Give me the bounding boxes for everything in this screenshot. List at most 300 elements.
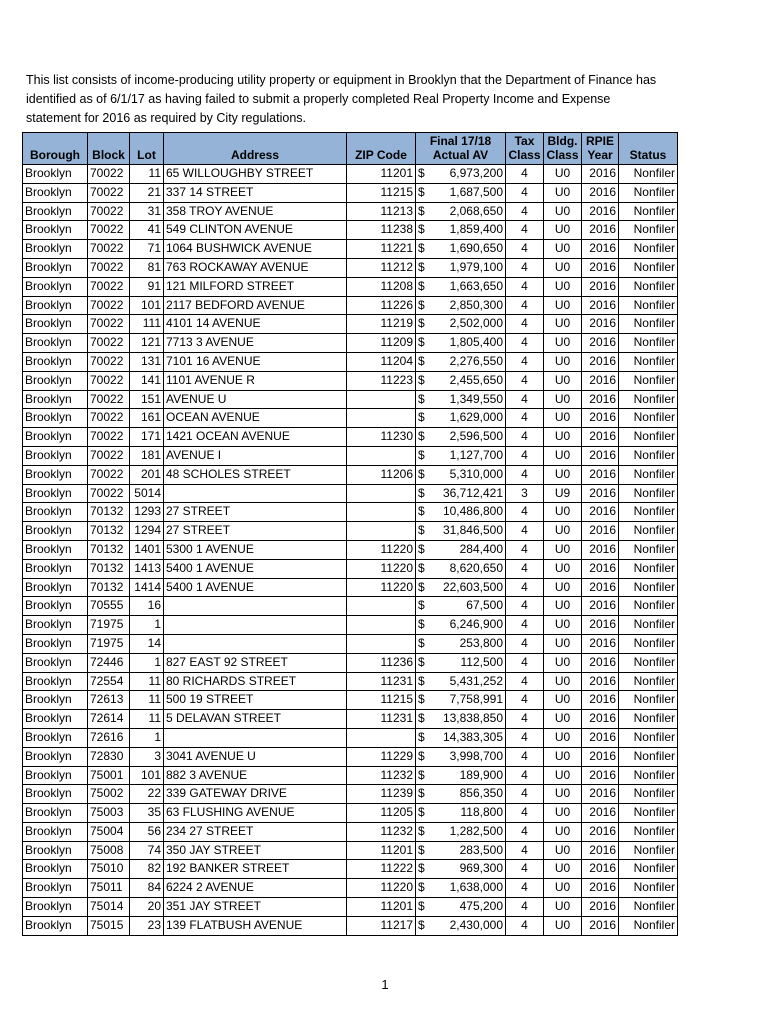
table-row — [23, 484, 678, 503]
cell-borough: Brooklyn — [23, 240, 88, 259]
cell-tax-class: 4 — [506, 296, 544, 315]
cell-lot: 101 — [130, 296, 164, 315]
cell-zip — [347, 484, 416, 503]
cell-actual-av — [416, 841, 506, 860]
cell-lot: 1293 — [130, 503, 164, 522]
cell-actual-av — [416, 522, 506, 541]
cell-bldg-class: U0 — [544, 898, 582, 917]
av-amount: 1,687,500 — [449, 184, 503, 199]
cell-zip: 11223 — [347, 371, 416, 390]
page-number: 1 — [381, 977, 389, 992]
av-amount: 3,998,700 — [449, 748, 503, 763]
cell-bldg-class: U0 — [544, 503, 582, 522]
cell-block: 75014 — [88, 898, 130, 917]
table-row — [23, 691, 678, 710]
cell-block: 75003 — [88, 804, 130, 823]
cell-zip: 11238 — [347, 221, 416, 240]
currency-sign: $ — [418, 541, 425, 556]
table-row — [23, 634, 678, 653]
cell-rpie-year: 2016 — [582, 334, 619, 353]
cell-block: 75008 — [88, 841, 130, 860]
cell-address: 350 JAY STREET — [164, 841, 347, 860]
cell-borough: Brooklyn — [23, 578, 88, 597]
cell-actual-av — [416, 747, 506, 766]
cell-rpie-year: 2016 — [582, 710, 619, 729]
cell-borough: Brooklyn — [23, 785, 88, 804]
cell-lot: 81 — [130, 258, 164, 277]
table-row — [23, 672, 678, 691]
cell-block: 72616 — [88, 728, 130, 747]
cell-block: 75011 — [88, 879, 130, 898]
av-amount: 22,603,500 — [442, 579, 503, 594]
cell-status: Nonfiler — [619, 804, 678, 823]
cell-status: Nonfiler — [619, 710, 678, 729]
cell-bldg-class: U0 — [544, 785, 582, 804]
cell-lot: 131 — [130, 352, 164, 371]
cell-tax-class: 4 — [506, 390, 544, 409]
cell-zip: 11230 — [347, 428, 416, 447]
cell-bldg-class: U0 — [544, 240, 582, 259]
cell-zip — [347, 409, 416, 428]
cell-bldg-class: U0 — [544, 766, 582, 785]
cell-lot: 41 — [130, 221, 164, 240]
cell-tax-class: 4 — [506, 221, 544, 240]
cell-bldg-class: U0 — [544, 540, 582, 559]
cell-actual-av — [416, 653, 506, 672]
cell-actual-av — [416, 334, 506, 353]
cell-rpie-year: 2016 — [582, 315, 619, 334]
cell-zip: 11215 — [347, 691, 416, 710]
currency-sign: $ — [418, 485, 425, 500]
av-amount: 31,846,500 — [442, 523, 503, 538]
currency-sign: $ — [418, 259, 425, 274]
cell-status: Nonfiler — [619, 277, 678, 296]
cell-block: 70022 — [88, 315, 130, 334]
cell-rpie-year: 2016 — [582, 804, 619, 823]
cell-tax-class: 4 — [506, 446, 544, 465]
cell-lot: 1414 — [130, 578, 164, 597]
header-tax-class-line2: Class — [508, 147, 541, 162]
cell-address: 500 19 STREET — [164, 691, 347, 710]
cell-address: 339 GATEWAY DRIVE — [164, 785, 347, 804]
cell-zip — [347, 522, 416, 541]
av-amount: 1,805,400 — [449, 335, 503, 350]
cell-tax-class: 4 — [506, 352, 544, 371]
cell-zip: 11231 — [347, 672, 416, 691]
cell-rpie-year: 2016 — [582, 446, 619, 465]
currency-sign: $ — [418, 410, 425, 425]
cell-rpie-year: 2016 — [582, 898, 619, 917]
av-amount: 1,629,000 — [449, 410, 503, 425]
cell-address: 1421 OCEAN AVENUE — [164, 428, 347, 447]
cell-status: Nonfiler — [619, 879, 678, 898]
cell-status: Nonfiler — [619, 691, 678, 710]
cell-zip: 11206 — [347, 465, 416, 484]
cell-zip: 11236 — [347, 653, 416, 672]
cell-bldg-class: U0 — [544, 409, 582, 428]
cell-rpie-year: 2016 — [582, 785, 619, 804]
cell-zip: 11220 — [347, 540, 416, 559]
cell-zip: 11201 — [347, 898, 416, 917]
cell-bldg-class: U0 — [544, 728, 582, 747]
cell-status: Nonfiler — [619, 296, 678, 315]
cell-lot: 71 — [130, 240, 164, 259]
cell-borough: Brooklyn — [23, 202, 88, 221]
cell-tax-class: 4 — [506, 597, 544, 616]
cell-rpie-year: 2016 — [582, 860, 619, 879]
cell-actual-av — [416, 352, 506, 371]
cell-borough: Brooklyn — [23, 559, 88, 578]
cell-tax-class: 4 — [506, 428, 544, 447]
cell-borough: Brooklyn — [23, 446, 88, 465]
av-amount: 856,350 — [459, 786, 503, 801]
cell-tax-class: 4 — [506, 371, 544, 390]
cell-address: 1064 BUSHWICK AVENUE — [164, 240, 347, 259]
cell-lot: 82 — [130, 860, 164, 879]
cell-borough: Brooklyn — [23, 315, 88, 334]
cell-actual-av — [416, 296, 506, 315]
cell-tax-class: 4 — [506, 616, 544, 635]
cell-address — [164, 597, 347, 616]
cell-status: Nonfiler — [619, 653, 678, 672]
av-amount: 284,400 — [459, 541, 503, 556]
cell-block: 70022 — [88, 352, 130, 371]
cell-actual-av — [416, 540, 506, 559]
currency-sign: $ — [418, 861, 425, 876]
cell-borough: Brooklyn — [23, 672, 88, 691]
cell-zip: 11212 — [347, 258, 416, 277]
table-row — [23, 258, 678, 277]
av-amount: 5,431,252 — [449, 673, 503, 688]
cell-status: Nonfiler — [619, 428, 678, 447]
cell-tax-class: 4 — [506, 766, 544, 785]
cell-zip: 11231 — [347, 710, 416, 729]
cell-address: 6224 2 AVENUE — [164, 879, 347, 898]
cell-status: Nonfiler — [619, 484, 678, 503]
cell-lot: 201 — [130, 465, 164, 484]
table-row — [23, 315, 678, 334]
cell-rpie-year: 2016 — [582, 503, 619, 522]
table-row — [23, 409, 678, 428]
cell-borough: Brooklyn — [23, 258, 88, 277]
table-row — [23, 277, 678, 296]
cell-rpie-year: 2016 — [582, 653, 619, 672]
cell-zip: 11204 — [347, 352, 416, 371]
cell-rpie-year: 2016 — [582, 578, 619, 597]
cell-address: 549 CLINTON AVENUE — [164, 221, 347, 240]
header-rpie-year — [582, 133, 619, 165]
av-amount: 2,455,650 — [449, 372, 503, 387]
cell-actual-av — [416, 559, 506, 578]
cell-lot: 21 — [130, 183, 164, 202]
cell-actual-av — [416, 371, 506, 390]
currency-sign: $ — [418, 353, 425, 368]
cell-address: 5400 1 AVENUE — [164, 578, 347, 597]
cell-tax-class: 4 — [506, 804, 544, 823]
cell-bldg-class: U0 — [544, 747, 582, 766]
header-actual-av-line1: Final 17/18 — [429, 134, 492, 148]
currency-sign: $ — [418, 786, 425, 801]
cell-borough: Brooklyn — [23, 822, 88, 841]
cell-tax-class: 4 — [506, 465, 544, 484]
cell-tax-class: 4 — [506, 672, 544, 691]
currency-sign: $ — [418, 654, 425, 669]
cell-status: Nonfiler — [619, 540, 678, 559]
currency-sign: $ — [418, 297, 425, 312]
cell-borough: Brooklyn — [23, 916, 88, 935]
av-amount: 969,300 — [459, 861, 503, 876]
cell-bldg-class: U9 — [544, 484, 582, 503]
cell-actual-av — [416, 916, 506, 935]
cell-lot: 1 — [130, 728, 164, 747]
cell-lot: 74 — [130, 841, 164, 860]
av-amount: 36,712,421 — [442, 485, 503, 500]
currency-sign: $ — [418, 729, 425, 744]
cell-bldg-class: U0 — [544, 522, 582, 541]
av-amount: 112,500 — [460, 654, 503, 669]
cell-lot: 3 — [130, 747, 164, 766]
cell-status: Nonfiler — [619, 747, 678, 766]
cell-actual-av — [416, 465, 506, 484]
cell-borough: Brooklyn — [23, 841, 88, 860]
intro-paragraph: This list consists of income-producing utility property or equipment in Brooklyn that the Department of Finance has identified as of 6/1/17 as having failed to submit a properly completed Real Property Income and Expense statement for 2016 as required by City regulations. — [26, 73, 657, 125]
av-amount: 1,638,000 — [449, 880, 503, 895]
cell-block: 70022 — [88, 183, 130, 202]
av-amount: 1,859,400 — [449, 222, 503, 237]
cell-status: Nonfiler — [619, 522, 678, 541]
cell-block: 70022 — [88, 240, 130, 259]
cell-address — [164, 616, 347, 635]
cell-zip: 11217 — [347, 916, 416, 935]
cell-lot: 111 — [130, 315, 164, 334]
cell-actual-av — [416, 879, 506, 898]
cell-bldg-class: U0 — [544, 860, 582, 879]
cell-status: Nonfiler — [619, 221, 678, 240]
cell-bldg-class: U0 — [544, 371, 582, 390]
cell-status: Nonfiler — [619, 465, 678, 484]
cell-rpie-year: 2016 — [582, 277, 619, 296]
cell-actual-av — [416, 409, 506, 428]
cell-rpie-year: 2016 — [582, 540, 619, 559]
table-row — [23, 747, 678, 766]
cell-borough: Brooklyn — [23, 296, 88, 315]
cell-zip: 11205 — [347, 804, 416, 823]
cell-zip: 11201 — [347, 841, 416, 860]
currency-sign: $ — [418, 767, 425, 782]
cell-borough: Brooklyn — [23, 183, 88, 202]
cell-rpie-year: 2016 — [582, 559, 619, 578]
cell-borough: Brooklyn — [23, 540, 88, 559]
cell-bldg-class: U0 — [544, 672, 582, 691]
cell-lot: 11 — [130, 691, 164, 710]
cell-actual-av — [416, 822, 506, 841]
av-amount: 1,127,700 — [449, 447, 503, 462]
cell-borough: Brooklyn — [23, 334, 88, 353]
av-amount: 6,973,200 — [449, 166, 503, 180]
cell-zip — [347, 503, 416, 522]
cell-bldg-class: U0 — [544, 465, 582, 484]
cell-zip: 11213 — [347, 202, 416, 221]
header-borough: Borough — [23, 133, 88, 165]
cell-borough: Brooklyn — [23, 860, 88, 879]
cell-tax-class: 3 — [506, 484, 544, 503]
cell-bldg-class: U0 — [544, 691, 582, 710]
cell-block: 70022 — [88, 428, 130, 447]
cell-rpie-year: 2016 — [582, 672, 619, 691]
cell-block: 70022 — [88, 390, 130, 409]
cell-status: Nonfiler — [619, 390, 678, 409]
cell-actual-av — [416, 728, 506, 747]
header-actual-av — [416, 133, 506, 165]
cell-actual-av — [416, 202, 506, 221]
cell-address: 2117 BEDFORD AVENUE — [164, 296, 347, 315]
cell-lot: 22 — [130, 785, 164, 804]
cell-address: 48 SCHOLES STREET — [164, 465, 347, 484]
cell-actual-av — [416, 183, 506, 202]
cell-status: Nonfiler — [619, 334, 678, 353]
cell-address: 234 27 STREET — [164, 822, 347, 841]
cell-actual-av — [416, 578, 506, 597]
currency-sign: $ — [418, 504, 425, 519]
cell-actual-av — [416, 390, 506, 409]
table-row — [23, 540, 678, 559]
cell-block: 70132 — [88, 522, 130, 541]
cell-rpie-year: 2016 — [582, 747, 619, 766]
cell-address: 4101 14 AVENUE — [164, 315, 347, 334]
av-amount: 475,200 — [459, 899, 503, 914]
cell-bldg-class: U0 — [544, 559, 582, 578]
cell-bldg-class: U0 — [544, 258, 582, 277]
cell-actual-av — [416, 315, 506, 334]
header-rpie-year-line2: Year — [587, 147, 613, 162]
table-row — [23, 653, 678, 672]
cell-rpie-year: 2016 — [582, 428, 619, 447]
cell-actual-av — [416, 672, 506, 691]
cell-actual-av — [416, 428, 506, 447]
av-amount: 2,276,550 — [449, 353, 503, 368]
cell-block: 70132 — [88, 578, 130, 597]
cell-borough: Brooklyn — [23, 165, 88, 184]
cell-bldg-class: U0 — [544, 841, 582, 860]
cell-status: Nonfiler — [619, 352, 678, 371]
nonfiler-table — [22, 132, 678, 936]
cell-address: 5 DELAVAN STREET — [164, 710, 347, 729]
currency-sign: $ — [418, 823, 425, 838]
table-row — [23, 785, 678, 804]
currency-sign: $ — [418, 523, 425, 538]
cell-status: Nonfiler — [619, 841, 678, 860]
cell-block: 70022 — [88, 202, 130, 221]
cell-borough: Brooklyn — [23, 277, 88, 296]
cell-bldg-class: U0 — [544, 597, 582, 616]
cell-block: 71975 — [88, 634, 130, 653]
cell-tax-class: 4 — [506, 540, 544, 559]
header-bldg-class — [544, 133, 582, 165]
cell-address: 5300 1 AVENUE — [164, 540, 347, 559]
currency-sign: $ — [418, 241, 425, 256]
currency-sign: $ — [418, 222, 425, 237]
currency-sign: $ — [418, 880, 425, 895]
cell-address: 882 3 AVENUE — [164, 766, 347, 785]
cell-status: Nonfiler — [619, 183, 678, 202]
cell-bldg-class: U0 — [544, 653, 582, 672]
cell-lot: 141 — [130, 371, 164, 390]
header-bldg-class-line1: Bldg. — [547, 134, 578, 148]
header-status: Status — [619, 133, 678, 165]
cell-status: Nonfiler — [619, 409, 678, 428]
header-rpie-year-line1: RPIE — [585, 134, 614, 148]
cell-address: OCEAN AVENUE — [164, 409, 347, 428]
cell-status: Nonfiler — [619, 202, 678, 221]
table-row — [23, 165, 678, 184]
table-row — [23, 916, 678, 935]
cell-status: Nonfiler — [619, 860, 678, 879]
cell-tax-class: 4 — [506, 653, 544, 672]
cell-address: 7101 16 AVENUE — [164, 352, 347, 371]
cell-rpie-year: 2016 — [582, 202, 619, 221]
currency-sign: $ — [418, 899, 425, 914]
cell-actual-av — [416, 898, 506, 917]
cell-zip — [347, 616, 416, 635]
cell-block: 70022 — [88, 371, 130, 390]
av-amount: 6,246,900 — [449, 617, 503, 632]
cell-address: 27 STREET — [164, 503, 347, 522]
currency-sign: $ — [418, 466, 425, 481]
cell-rpie-year: 2016 — [582, 822, 619, 841]
cell-zip: 11232 — [347, 766, 416, 785]
cell-lot: 20 — [130, 898, 164, 917]
cell-actual-av — [416, 446, 506, 465]
cell-zip — [347, 634, 416, 653]
cell-borough: Brooklyn — [23, 409, 88, 428]
cell-tax-class: 4 — [506, 258, 544, 277]
cell-borough: Brooklyn — [23, 221, 88, 240]
cell-bldg-class: U0 — [544, 822, 582, 841]
cell-borough: Brooklyn — [23, 522, 88, 541]
cell-zip: 11208 — [347, 277, 416, 296]
cell-tax-class: 4 — [506, 785, 544, 804]
cell-address: 27 STREET — [164, 522, 347, 541]
cell-actual-av — [416, 484, 506, 503]
cell-lot: 56 — [130, 822, 164, 841]
cell-actual-av — [416, 221, 506, 240]
cell-status: Nonfiler — [619, 616, 678, 635]
cell-rpie-year: 2016 — [582, 728, 619, 747]
cell-status: Nonfiler — [619, 578, 678, 597]
currency-sign: $ — [418, 447, 425, 462]
cell-block: 72613 — [88, 691, 130, 710]
cell-lot: 16 — [130, 597, 164, 616]
av-amount: 1,690,650 — [449, 241, 503, 256]
currency-sign: $ — [418, 711, 425, 726]
cell-address: 351 JAY STREET — [164, 898, 347, 917]
cell-status: Nonfiler — [619, 672, 678, 691]
currency-sign: $ — [418, 372, 425, 387]
cell-zip: 11226 — [347, 296, 416, 315]
cell-bldg-class: U0 — [544, 390, 582, 409]
cell-address: 7713 3 AVENUE — [164, 334, 347, 353]
cell-borough: Brooklyn — [23, 597, 88, 616]
currency-sign: $ — [418, 184, 425, 199]
cell-rpie-year: 2016 — [582, 165, 619, 184]
cell-bldg-class: U0 — [544, 578, 582, 597]
cell-zip: 11229 — [347, 747, 416, 766]
table-row — [23, 428, 678, 447]
currency-sign: $ — [418, 598, 425, 613]
cell-rpie-year: 2016 — [582, 916, 619, 935]
table-row — [23, 898, 678, 917]
cell-lot: 1 — [130, 653, 164, 672]
